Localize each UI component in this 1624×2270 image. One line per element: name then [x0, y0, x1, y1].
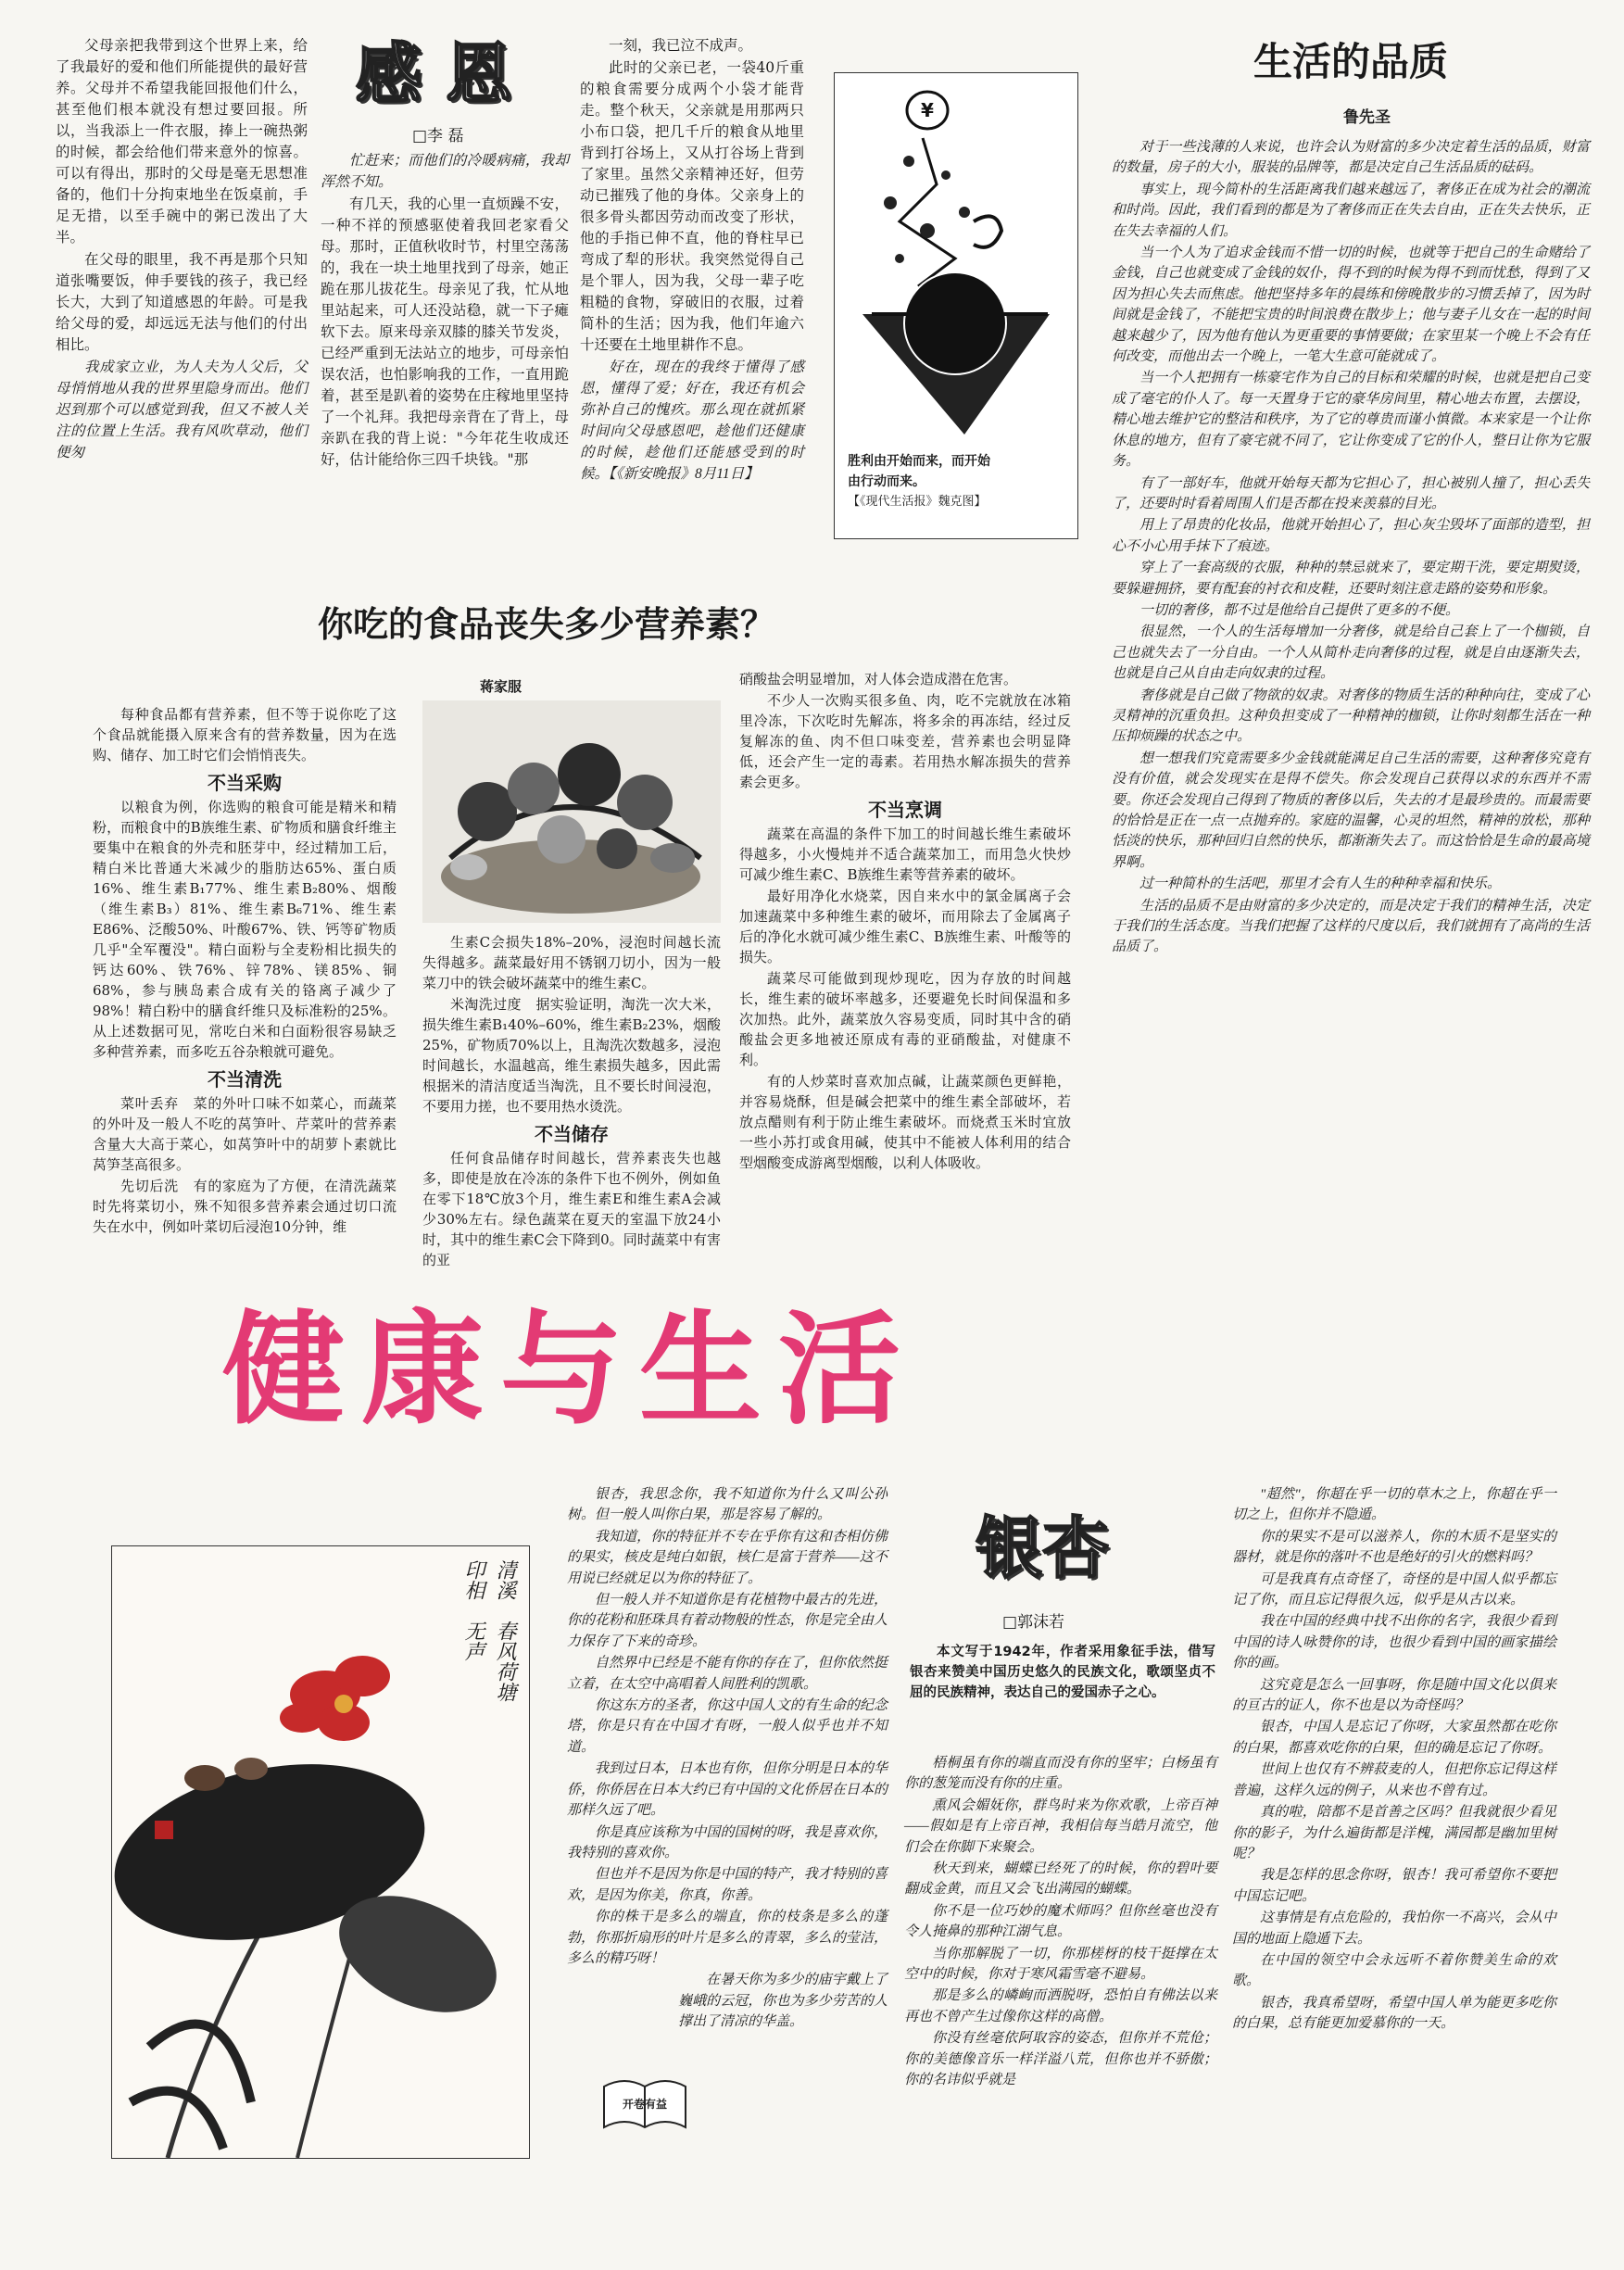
pinzhi-body: 对于一些浅薄的人来说，也许会认为财富的多少决定着生活的品质，财富的数量，房子的大小，服装的品牌等，都是决定自己生活品质的砝码。 事实上，现今简朴的生活距离我们越来越远了，奢侈正在成为社会的潮流和时尚。因此，我们看到的都是为了奢侈而正在失去自由，正在失去快乐，正在失去幸福的人们。 当一个人为了追求金钱而不惜一切的时候，也就等于把自己的生命赌给了金钱，自己也就变成了金钱的奴仆，得不到的时候为得不到而忧愁，得到了又因为担心失去而焦虑。他把坚持多年的晨练和傍晚散步的习惯丢掉了，因为时间就是金钱了，不能把宝贵的时间浪费在散步上；他与妻子儿女在一起的时间越来越少了，因为他有他认为更重要的事情要做；在家里某一个晚上不会有任何改变，而他出去一个晚上，一笔大生意可能就成了。 当一个人把拥有一栋豪宅作为自己的目标和荣耀的时候，也就是把自己变成了毫宅的仆人了。每一天置身于它的豪华房间里，精心地去布置，去摆设，精心地去维护它的整洁和秩序，为了它的尊贵而谨小慎微。本来家是一个让你休息的地方，但有了豪宅就不同了，它让你变成了它的仆人，整日让你为它服务。 有了一部好车，他就开始每天都为它担心了，担心被别人撞了，担心丢失了，还要时时看着周围人们是否都在投来羡慕的目光。 用上了昂贵的化妆品，他就开始担心了，担心灰尘毁坏了面部的造型，担心不小心用手抹下了痕迹。 穿上了一套高级的衣服，种种的禁忌就来了，要定期干洗，要定期熨烫，要躲避拥挤，要有配套的衬衣和皮鞋，还要时刻注意走路的姿势和形象。 一切的奢侈，都不过是他给自己提供了更多的不便。 很显然，一个人的生活每增加一分奢侈，就是给自己套上了一个枷锁，自己也就失去了一分自由。一个人从简朴走向奢侈的过程，就是自由逐渐失去，也就是自己从自由走向奴隶的过程。 奢侈就是自己做了物欲的奴隶。对奢侈的物质生活的种种向往，变成了心灵精神的沉重负担。这种负担变成了一种精神的枷锁，让你时刻都生活在一种压抑烦躁的状态之中。 想一想我们究竟需要多少金钱就能满足自己生活的需要，这种奢侈究竟有没有价值，就会发现实在是得不偿失。你会发现自己获得以求的东西并不需要。你还会发现自己得到了物质的奢侈以后，失去的才是最珍贵的。而最需要的恰恰是正在一点一点抛弃的。家庭的温馨，心灵的坦然，精神的放松，那种恬淡的快乐，那种回归自然的快乐，都渐渐失去了。而这恰恰是生命的最高境界啊。 过一种简朴的生活吧，那里才会有人生的种种幸福和快乐。 生活的品质不是由财富的多少决定的，而是决定于我们的精神生活，决定于我们的生活态度。当我们把握了这样的尺度以后，我们就拥有了高尚的生活品质了。 — [1112, 140, 1590, 955]
subhead-pengtiao: 不当烹调 — [868, 799, 942, 821]
lotus-painting — [111, 1545, 530, 2159]
subhead-qingxi: 不当清洗 — [208, 1068, 282, 1091]
pinzhi-title: 生活的品质 — [1253, 39, 1448, 84]
section-title: 健康与生活 — [222, 1299, 917, 1442]
illustration-caption: 胜利由开始而来，而开始 由行动而来。 【《现代生活报》魏克图】 — [848, 454, 990, 509]
yinxing-col-3: "超然"，你超在乎一切的草木之上，你超在乎一切之上，但你并不隐遁。 你的果实不是可以滋养人，你的木质不是坚实的器材，就是你的落叶不也是绝好的引火的燃料吗？ 可是我真有点奇怪了，奇怪的是中国人似乎都忘记了你，而且忘记得很久远，似乎是从古以来。 我在中国的经典中找不出你的名字，我很少看到中国的诗人咏赞你的诗，也很少看到中国的画家描绘你的画。 这究竟是怎么一回事呀，你是随中国文化以俱来的亘古的证人，你不也是以为奇怪吗？ 银杏，中国人是忘记了你呀，大家虽然都在吃你的白果，都喜欢吃你的白果，但的确是忘记了你呀。 世间上也仅有不辨菽麦的人，但把你忘记得这样普遍，这样久远的例子，从来也不曾有过。 真的啦，陪都不是首善之区吗？但我就很少看见你的影子，为什么遍街都是洋槐，满园都是幽加里树呢？ 我是怎样的思念你呀，银杏！我可希望你不要把中国忘记吧。 这事情是有点危险的，我怕你一不高兴，会从中国的地面上隐遁下去。 在中国的领空中会永远听不着你赞美生命的欢歌。 银杏，我真希望呀，希望中国人单为能更多吃你的白果，总有能更加爱慕你的一天。 — [1232, 1487, 1556, 2032]
subhead-chucun: 不当储存 — [535, 1123, 609, 1145]
yinxing-title: 银杏 — [975, 1509, 1109, 1587]
ganen-article — [56, 35, 804, 537]
yinxing-col-1: 银杏，我思念你，我不知道你为什么又叫公孙树。但一般人叫你白果，那是容易了解的。 我知道，你的特征并不专在乎你有这和杏相仿佛的果实，核皮是纯白如银，核仁是富于营养——这不用说已经就足以为你的特征了。 但一般人并不知道你是有花植物中最古的先进，你的花粉和胚珠具有着动物般的性态，你是完全由人力保存了下来的奇珍。 自然界中已经是不能有你的存在了，但你依然挺立着，在太空中高唱着人间胜利的凯歌。 你这东方的圣者，你这中国人文的有生命的纪念塔，你是只有在中国才有呀，一般人似乎也并不知道。 我到过日本，日本也有你，但你分明是日本的华侨，你侨居在日本大约已有中国的文化侨居在日本的那样久远了吧。 你是真应该称为中国的国树的呀，我是喜欢你，我特别的喜欢你。 但也并不是因为你是中国的特产，我才特别的喜欢，是因为你美，你真，你善。 你的株干是多么的端直，你的枝条是多么的蓬勃，你那折扇形的叶片是多么的青翠，多么的莹洁，多么的精巧呀！ 在暑天你为多少的庙宇戴上了巍峨的云冠，你也为多少劳苦的人撑出了清凉的华盖。 — [567, 1487, 888, 2030]
yinxing-col-2: 梧桐虽有你的端直而没有你的坚牢；白杨虽有你的葱笼而没有你的庄重。 熏风会媚妩你，群鸟时来为你欢歌，上帝百神——假如是有上帝百神，我相信每当皓月流空，他们会在你脚下来聚会。 秋天到来，蝴蝶已经死了的时候，你的碧叶要翻成金黄，而且又会飞出满园的蝴蝶。 你不是一位巧妙的魔术师吗？但你丝毫也没有令人掩鼻的那种江湖气息。 当你那解脱了一切，你那槎枒的枝干挺撑在太空中的时候，你对于寒风霜雪毫不避易。 那是多么的嶙峋而洒脱呀，恐怕自有佛法以来再也不曾产生过像你这样的高僧。 你没有丝毫依阿取容的姿态，但你并不荒伧；你的美德像音乐一样洋溢八荒，但你也并不骄傲；你的名讳似乎就是 — [904, 1756, 1217, 2088]
yingyang-article — [93, 669, 1071, 1268]
ganen-col-3: 一刻，我已泣不成声。 此时的父亲已老，一袋40斤重的粮食需要分成两个小袋才能背走。整个秋天，父亲就是用那两只小布口袋，把几千斤的粮食从地里背到打谷场上，又从打谷场上背到了家里。虽然父亲精神还好，但劳动已摧残了他的身体。父亲身上的很多骨头都因劳动而改变了形状，他的手指已伸不直，他的脊柱早已弯成了犁的形状。我突然觉得自己是个罪人，因为我，父母一辈子吃粗糙的食物，穿破旧的衣服，过着简朴的生活；因为我，他们年逾六十还要在土地里耕作不息。 好在，现在的我终于懂得了感恩，懂得了爱；好在，我还有机会弥补自己的愧疚。那么现在就抓紧时间向父母感恩吧，趁他们还健康的时候，趁他们还能感受到的时候。【《新安晚报》8月11日】 — [580, 37, 804, 482]
illustration-box — [834, 72, 1078, 539]
victory-illustration — [835, 73, 1077, 444]
yingyang-col-3: 硝酸盐会明显增加，对人体会造成潜在危害。 不少人一次购买很多鱼、肉，吃不完就放在冰箱里冷冻，下次吃时先解冻，将多余的再冻结，经过反复解冻的鱼、肉不但口味变差，营养素也会明显降低，还会产生一定的毒素。若用热水解冻损失的营养素会更多。 不当烹调 蔬菜在高温的条件下加工的时间越长维生素破坏得越多，小火慢炖并不适合蔬菜加工，而用急火快炒可减少维生素C、B族维生素等营养素的破坏。 最好用净化水烧菜，因自来水中的氯金属离子会加速蔬菜中多种维生素的破坏，而用除去了金属离子后的净化水就可减少维生素C、B族维生素、叶酸等的损失。 蔬菜尽可能做到现炒现吃，因为存放的时间越长，维生素的破坏率越多，还要避免长时间保温和多次加热。此外，蔬菜放久容易变质，同时其中含的硝酸盐会更多地被还原成有毒的亚硝酸盐，对健康不利。 有的人炒菜时喜欢加点碱，让蔬菜颜色更鲜艳，并容易烧酥，但是碱会把菜中的维生素全部破坏，若放点醋则有利于防止维生素破坏。而烧煮玉米时宜放一些小苏打或食用碱，使其中不能被人体利用的结合型烟酸变成游离型烟酸，以利人体吸收。 — [739, 671, 1071, 1171]
yingyang-col-1: 每种食品都有营养素，但不等于说你吃了这个食品就能摄入原来含有的营养数量，因为在选购、储存、加工时它们会悄悄丧失。 不当采购 以粮食为例，你选购的粮食可能是精米和精粉，而粮食中的B族维生素、矿物质和膳食纤维主要集中在粮食的外壳和胚芽中，经过精加工后，精白米比普通大米减少的脂肪达65%、蛋白质16%、维生素B₁77%、维生素B₂80%、烟酸（维生素B₃）81%、维生素B₆71%、维生素E86%、泛酸50%、叶酸67%、铁、钙等矿物质几乎"全军覆没"。精白面粉与全麦粉相比损失的钙达60%、铁76%、锌78%、镁85%、铜68%，参与胰岛素合成有关的铬离子减少了98%！精白粉中的膳食纤维只及标准粉的25%。从上述数据可见，常吃白米和白面粉很容易缺乏多种营养素，而多吃五谷杂粮就可避免。 不当清洗 菜叶丢弃 菜的外叶口味不如菜心，而蔬菜的外叶及一般人不吃的莴笋叶、芹菜叶的营养素含量大大高于菜心，如莴笋叶中的胡萝卜素就比莴笋茎高很多。 先切后洗 有的家庭为了方便，在清洗蔬菜时先将菜切小，殊不知很多营养素会通过切口流失在水中，例如叶菜切后浸泡10分钟，维 — [93, 706, 397, 1235]
vegetable-basket-photo — [422, 700, 721, 923]
yinxing-article — [567, 1484, 1599, 2188]
yinxing-byline: □郭沫若 — [1002, 1613, 1065, 1632]
stamp-open-book — [600, 2070, 689, 2137]
svg-text:¥: ¥ — [921, 99, 934, 121]
yingyang-col-2: 生素C会损失18%–20%，浸泡时间越长流失得越多。蔬菜最好用不锈钢刀切小，因为一般菜刀中的铁会破坏蔬菜中的维生素C。 米淘洗过度 据实验证明，淘洗一次大米，损失维生素B₁40%–60%，维生素B₂23%，烟酸25%，矿物质70%以上，且淘洗次数越多，浸泡时间越长，水温越高，维生素损失越多，因此需根据米的清洁度适当淘洗，且不要长时间浸泡，不要用力搓，也不要用热水烫洗。 不当储存 任何食品储存时间越长，营养素丧失也越多，即使是放在冷冻的条件下也不例外，例如鱼在零下18℃放3个月，维生素E和维生素A会减少30%左右。绿色蔬菜在夏天的室温下放24小时，其中的维生素C会下降到0。同时蔬菜中有害的亚 — [422, 934, 721, 1268]
painting-inscription: 清溪 春风荷塘 印相 无声 — [461, 1559, 516, 1722]
yingyang-title: 你吃的食品丧失多少营养素？ — [317, 604, 775, 645]
yingyang-author: 蒋家服 — [480, 678, 522, 695]
ganen-col-2: 忙赶来；而他们的冷暖病痛，我却浑然不知。 有几天，我的心里一直烦躁不安，一种不祥的预感驱使着我回老家看父母。那时，正值秋收时节，村里空荡荡的，我在一块土地里找到了母亲，她正跪在那儿拔花生。母亲见了我，忙从地里站起来，可人还没站稳，就一下子瘫软下去。原来母亲双膝的膝关节发炎，已经严重到无法站立的地步，可母亲怕误农活，也怕影响我的工作，一直用跪着，甚至是趴着的姿势在庄稼地里坚持了一个礼拜。我把母亲背在了背上，母亲趴在我的背上说："今年花生收成还好，估计能给你三四千块钱。"那 — [321, 153, 569, 468]
pinzhi-author: 鲁先圣 — [1343, 108, 1391, 127]
ganen-title: 感 恩 — [355, 35, 512, 113]
pinzhi-article — [1102, 35, 1599, 1342]
subhead-caigou: 不当采购 — [208, 772, 282, 794]
stamp-text: 开卷有益 — [622, 2098, 667, 2111]
yinxing-note: 本文写于1942年，作者采用象征手法，借写银杏来赞美中国历史悠久的民族文化，歌颂坚贞不屈的民族精神，表达自己的爱国赤子之心。 — [910, 1645, 1215, 1700]
ganen-byline: □李 磊 — [412, 127, 464, 145]
ganen-col-1: 父母亲把我带到这个世界上来，给了我最好的爱和他们所能提供的最好营养。父母并不希望我能回报他们什么，甚至他们根本就没有想过要回报。所以，当我添上一件衣服，捧上一碗热粥的时候，都会给他们带来意外的惊喜。可以有得出，那时的父母是毫无思想准备的，他们十分拘束地坐在饭桌前，手足无措，以至手碗中的粥已泼出了大半。 在父母的眼里，我不再是那个只知道张嘴要饭，伸手要钱的孩子，我已经长大，大到了知道感恩的年龄。可是我给父母的爱，却远远无法与他们的付出相比。 我成家立业，为人夫为人父后，父母悄悄地从我的世界里隐身而出。他们迟到那个可以感觉到我，但又不被人关注的位置上生活。我有风吹草动，他们便匆 — [56, 37, 308, 460]
